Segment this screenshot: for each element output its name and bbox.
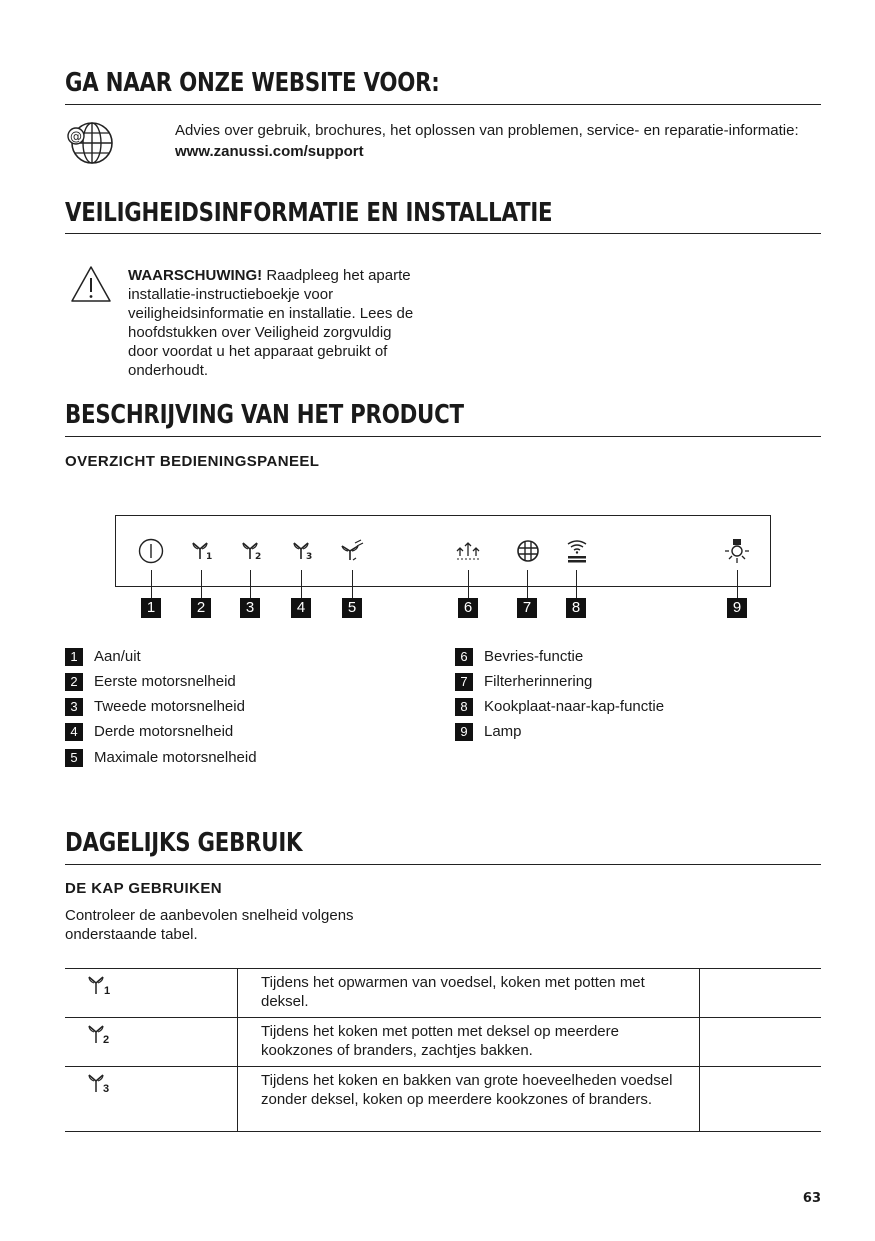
filter-grid-icon[interactable] <box>515 538 541 564</box>
description-cell: Tijdens het opwarmen van voedsel, koken met potten met deksel. <box>238 969 700 1018</box>
page-number: 63 <box>802 1191 821 1206</box>
leader-line <box>151 570 152 598</box>
intro-text: Controleer de aanbevolen snelheid volgens onderstaande tabel. <box>65 907 354 943</box>
leader-line <box>737 570 738 598</box>
legend-label: Derde motorsnelheid <box>94 723 234 740</box>
callout-2: 2 <box>191 598 211 618</box>
legend-label: Lamp <box>484 723 522 740</box>
divider <box>65 104 821 105</box>
warning-text <box>128 266 418 380</box>
speed-number: 1 <box>104 985 111 997</box>
speed-table <box>65 968 821 1132</box>
legend-label: Aan/uit <box>94 648 141 665</box>
legend-item <box>65 723 233 741</box>
empty-cell <box>700 1067 822 1132</box>
speed-number: 2 <box>103 1034 110 1046</box>
legend-number: 5 <box>65 749 83 767</box>
website-description: Advies over gebruik, brochures, het oplossen van problemen, service- en reparatie-informatie: <box>175 122 799 139</box>
callout-4: 4 <box>291 598 311 618</box>
callout-7: 7 <box>517 598 537 618</box>
legend-item <box>65 749 257 767</box>
legend-number: 2 <box>65 673 83 691</box>
fan-speed-3-icon <box>87 1071 113 1095</box>
power-icon[interactable] <box>138 538 164 564</box>
leader-line <box>468 570 469 598</box>
description-cell: Tijdens het koken met potten met deksel op meerdere kookzones of branders, zachtjes bakken. <box>238 1018 700 1067</box>
leader-line <box>527 570 528 598</box>
leader-line <box>201 570 202 598</box>
callout-1: 1 <box>141 598 161 618</box>
callout-8: 8 <box>566 598 586 618</box>
divider <box>65 233 821 234</box>
legend-label: Tweede motorsnelheid <box>94 698 245 715</box>
table-row <box>65 1067 821 1132</box>
legend-number: 1 <box>65 648 83 666</box>
table-row <box>65 1018 821 1067</box>
lamp-icon[interactable] <box>724 538 750 564</box>
fan-speed-2-icon[interactable] <box>240 538 266 564</box>
speed-cell <box>65 1018 238 1067</box>
product-heading: BESCHRIJVING VAN HET PRODUCT <box>65 400 464 430</box>
svg-text:2: 2 <box>255 552 262 562</box>
safety-heading: VEILIGHEIDSINFORMATIE EN INSTALLATIE <box>65 198 553 228</box>
legend-item <box>65 673 236 691</box>
svg-text:@: @ <box>70 129 82 144</box>
control-panel-subheading: OVERZICHT BEDIENINGSPANEEL <box>65 453 320 470</box>
legend-label: Filterherinnering <box>484 673 593 690</box>
fan-max-icon[interactable] <box>340 538 366 564</box>
legend-label: Bevries-functie <box>484 648 584 665</box>
legend-label: Kookplaat-naar-kap-functie <box>484 698 665 715</box>
leader-line <box>301 570 302 598</box>
divider <box>65 864 821 865</box>
website-heading: GA NAAR ONZE WEBSITE VOOR: <box>65 68 440 98</box>
legend-item <box>455 673 592 691</box>
fan-speed-1-icon[interactable] <box>190 538 216 564</box>
speed-cell <box>65 1067 238 1132</box>
fan-speed-2-icon <box>87 1022 113 1046</box>
legend-label: Eerste motorsnelheid <box>94 673 236 690</box>
daily-use-heading: DAGELIJKS GEBRUIK <box>65 828 303 858</box>
warning-label: WAARSCHUWING! <box>128 267 263 284</box>
hob2hood-icon[interactable] <box>564 538 590 564</box>
empty-cell <box>700 1018 822 1067</box>
table-row <box>65 969 821 1018</box>
legend-item <box>455 723 522 741</box>
divider <box>65 436 821 437</box>
empty-cell <box>700 969 822 1018</box>
callout-5: 5 <box>342 598 362 618</box>
leader-line <box>250 570 251 598</box>
legend-number: 6 <box>455 648 473 666</box>
leader-line <box>576 570 577 598</box>
speed-number: 3 <box>103 1083 110 1095</box>
fan-speed-1-icon <box>87 973 113 997</box>
callout-9: 9 <box>727 598 747 618</box>
legend-item <box>455 698 664 716</box>
use-hood-subheading: DE KAP GEBRUIKEN <box>65 880 222 897</box>
legend-number: 4 <box>65 723 83 741</box>
legend-label: Maximale motorsnelheid <box>94 749 257 766</box>
legend-item <box>65 698 245 716</box>
defrost-icon[interactable] <box>455 538 481 564</box>
legend-number: 8 <box>455 698 473 716</box>
warning-triangle-icon <box>69 264 113 304</box>
legend-number: 9 <box>455 723 473 741</box>
svg-text:3: 3 <box>306 552 313 562</box>
legend-item <box>455 648 583 666</box>
leader-line <box>352 570 353 598</box>
legend-item <box>65 648 141 666</box>
description-cell: Tijdens het koken en bakken van grote hoeveelheden voedsel zonder deksel, koken op meerdere kookzones of branders. <box>238 1067 700 1132</box>
svg-text:1: 1 <box>206 552 213 562</box>
callout-3: 3 <box>240 598 260 618</box>
callout-6: 6 <box>458 598 478 618</box>
speed-cell <box>65 969 238 1018</box>
globe-at-icon <box>64 120 116 168</box>
fan-speed-3-icon[interactable] <box>291 538 317 564</box>
legend-number: 7 <box>455 673 473 691</box>
support-link[interactable]: www.zanussi.com/support <box>175 143 364 160</box>
warning-body: Raadpleeg het aparte installatie-instructieboekje voor veiligheidsinformatie en installatie. Lees de hoofdstukken over Veiligheid zorgvuldig door voordat u het apparaat gebruikt of onderhoudt. <box>128 267 414 379</box>
legend-number: 3 <box>65 698 83 716</box>
